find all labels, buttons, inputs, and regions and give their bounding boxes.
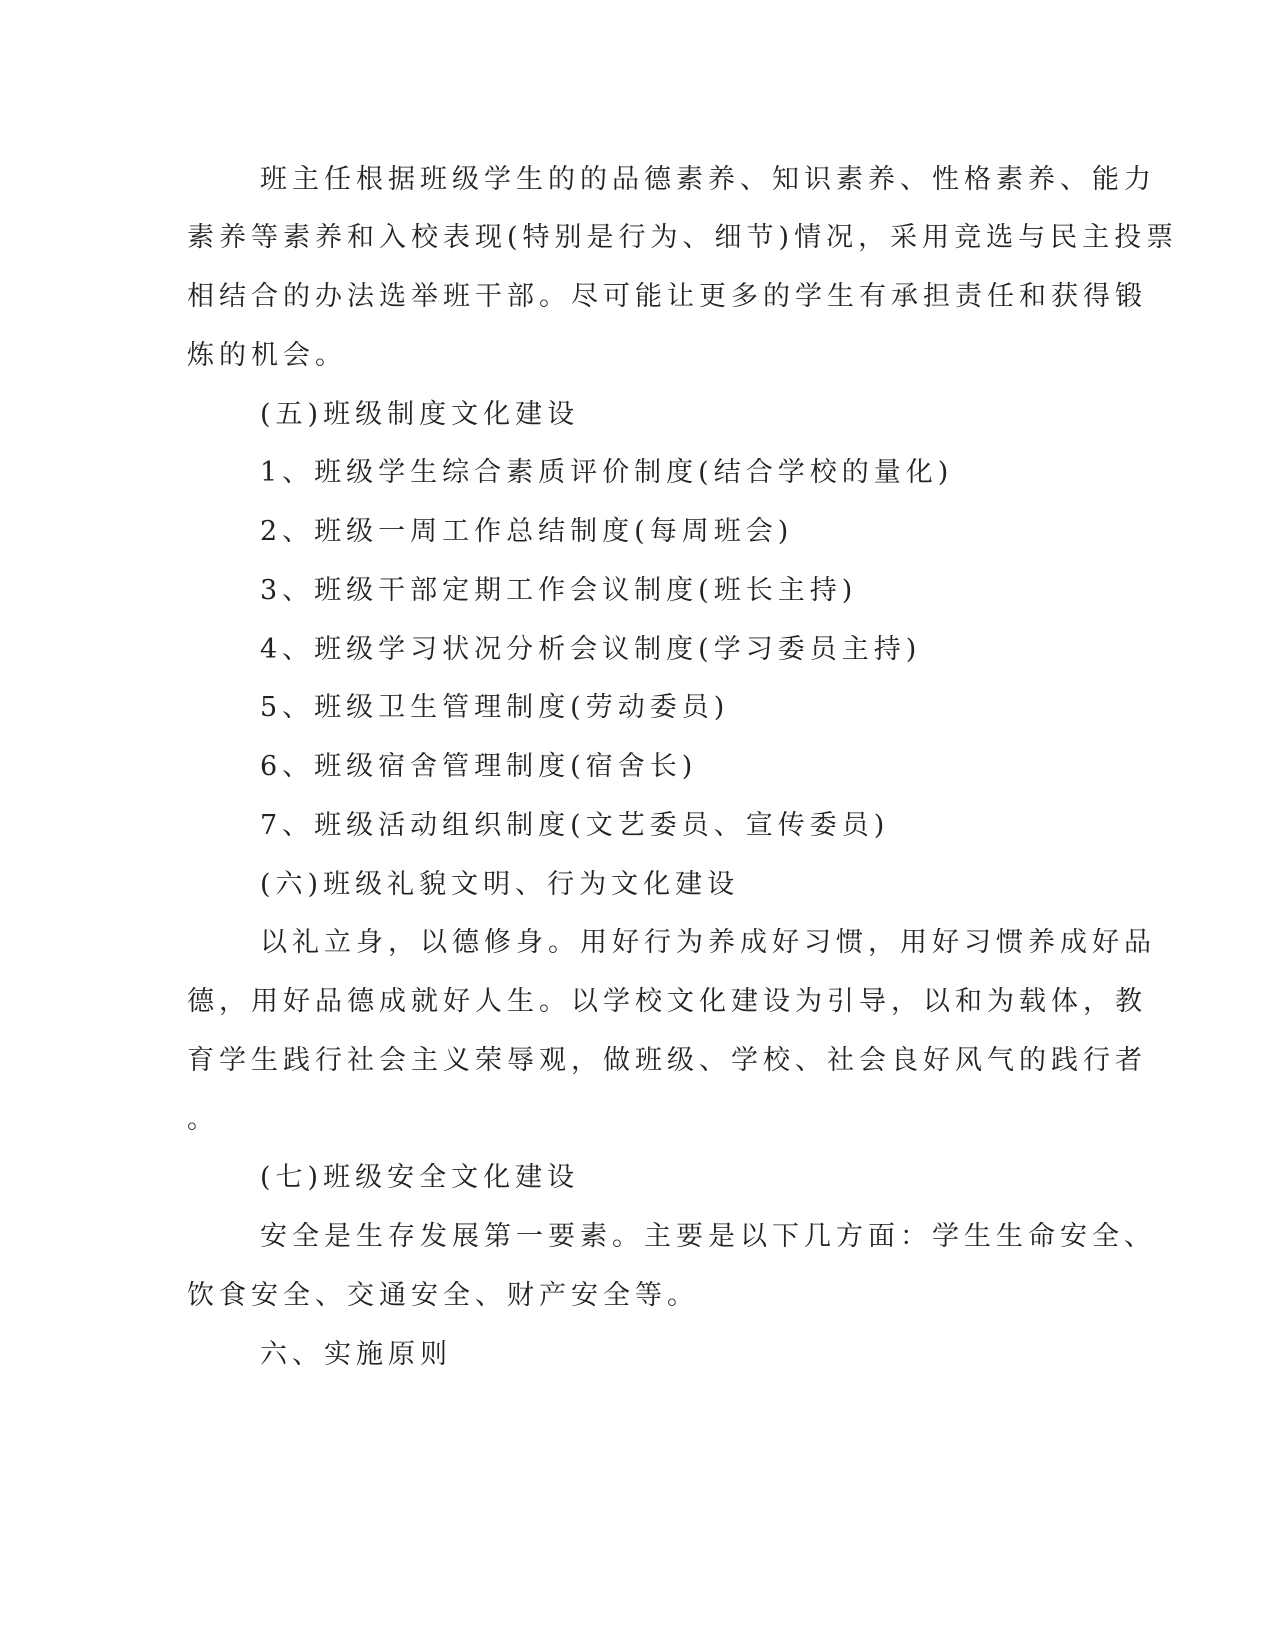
paragraph-line: 素养等素养和入校表现(特别是行为、细节)情况，采用竞选与民主投票 — [187, 222, 1179, 253]
paragraph-line: 炼的机会。 — [187, 340, 347, 371]
paragraph-line: 以礼立身，以德修身。用好行为养成好习惯，用好习惯养成好品 — [260, 927, 1156, 958]
paragraph-line: 饮食安全、交通安全、财产安全等。 — [187, 1280, 699, 1311]
list-item: 4、班级学习状况分析会议制度(学习委员主持) — [260, 634, 922, 665]
list-item: 6、班级宿舍管理制度(宿舍长) — [260, 751, 698, 782]
list-item: 7、班级活动组织制度(文艺委员、宣传委员) — [260, 810, 890, 841]
paragraph-line: 育学生践行社会主义荣辱观，做班级、学校、社会良好风气的践行者 — [187, 1045, 1147, 1076]
paragraph-line: 。 — [187, 1104, 219, 1135]
paragraph-line: 德，用好品德成就好人生。以学校文化建设为引导，以和为载体，教 — [187, 986, 1147, 1017]
paragraph-line: 班主任根据班级学生的的品德素养、知识素养、性格素养、能力 — [260, 164, 1156, 195]
paragraph-line: 相结合的办法选举班干部。尽可能让更多的学生有承担责任和获得锻 — [187, 281, 1147, 312]
paragraph-line: 安全是生存发展第一要素。主要是以下几方面：学生生命安全、 — [260, 1221, 1156, 1252]
section-heading: (五)班级制度文化建设 — [260, 399, 580, 430]
list-item: 3、班级干部定期工作会议制度(班长主持) — [260, 575, 858, 606]
section-heading: 六、实施原则 — [260, 1339, 452, 1370]
section-heading: (七)班级安全文化建设 — [260, 1162, 580, 1193]
list-item: 2、班级一周工作总结制度(每周班会) — [260, 516, 794, 547]
section-heading: (六)班级礼貌文明、行为文化建设 — [260, 869, 740, 900]
list-item: 1、班级学生综合素质评价制度(结合学校的量化) — [260, 457, 954, 488]
list-item: 5、班级卫生管理制度(劳动委员) — [260, 692, 730, 723]
